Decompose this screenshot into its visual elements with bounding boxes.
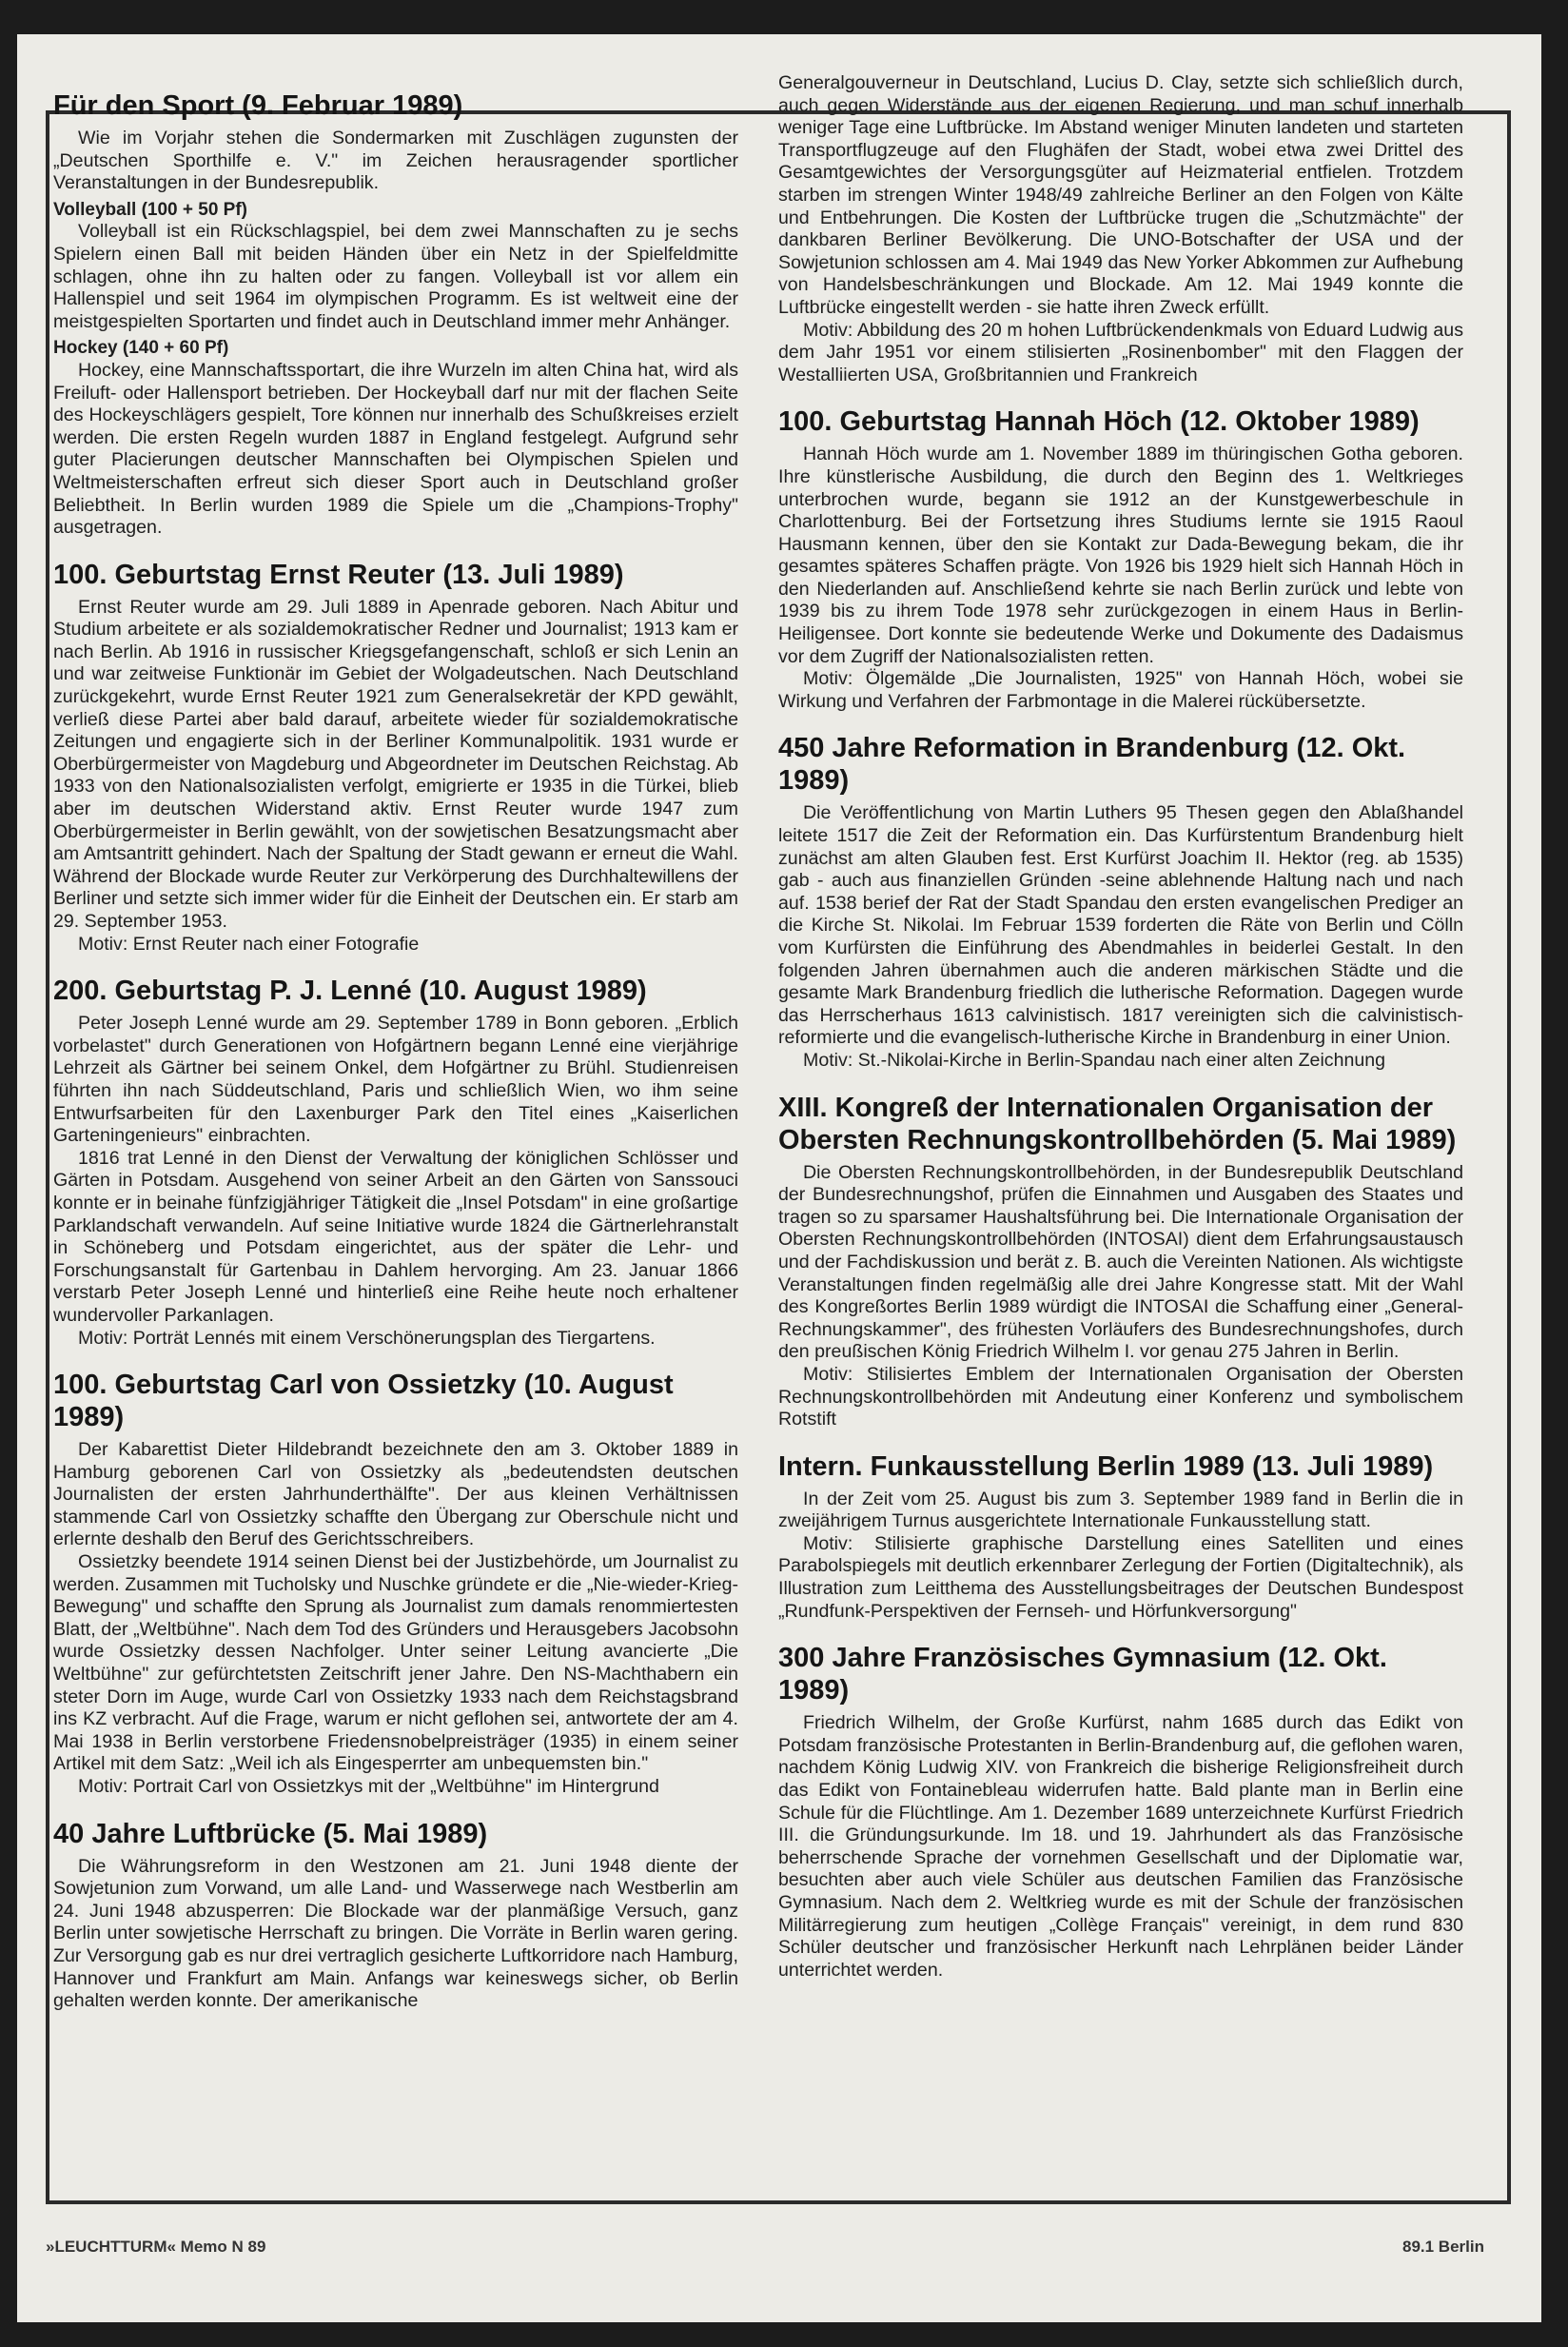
section-text: Volleyball ist ein Rückschlagspiel, bei dem zwei Mannschaften zu je sechs Spielern einen Ball mit beiden Händen über ein Netz in der Spielfeldmitte schlagen, ohne ihn zu halten oder zu fangen. Volleyball ist vor allem ein Hallenspiel und seit 1964 im olympischen Programm. Es ist weltweit eine der meistgespielten Sportarten und findet auch in Deutschland immer mehr Anhänger. [53, 221, 738, 332]
section-text: Generalgouverneur in Deutschland, Lucius D. Clay, setzte sich schließlich durch, auch gegen Widerstände aus der eigenen Regierung, und man schuf innerhalb weniger Tage eine Luftbrücke. Im Abstand weniger Minuten landeten und starteten Transportflugzeuge auf den Flughäfen der Stadt, wobei etwa zwei Drittel des Gesamtgewichtes der Versorgungsgüter auf Heizmaterial entfielen. Trotzdem starben im strengen Winter 1948/49 zahlreiche Berliner an den Folgen von Kälte und Entbehrungen. Die Kosten der Luftbrücke trugen die „Schutzmächte" der dankbaren Berliner Bevölkerung. Die UNO-Botschafter der USA und der Sowjetunion schlossen am 4. Mai 1949 das New Yorker Abkommen zur Aufhebung von Handelsbeschränkungen und Blockade. Am 12. Mai 1949 konnte die Luftbrücke eingestellt werden - sie hatte ihren Zweck erfüllt. [778, 72, 1463, 318]
section-text: Die Währungsreform in den Westzonen am 21. Juni 1948 diente der Sowjetunion zum Vorwand, um alle Land- und Wasserwege nach Westberlin am 24. Juni 1948 abzusperren: Die Blockade war der planmäßige Versuch, ganz Berlin unter sowjetische Herrschaft zu bringen. Die Vorräte in Berlin waren gering. Zur Versorgung gab es nur drei vertraglich gesicherte Luftkorridore nach Hamburg, Hannover und Frankfurt am Main. Anfangs war keineswegs sicher, ob Berlin gehalten werden konnte. Der amerikanische [53, 1855, 738, 2012]
section-funkausstellung [778, 1450, 1463, 1624]
right-column [778, 72, 1463, 2001]
section-motiv: Motiv: St.-Nikolai-Kirche in Berlin-Spandau nach einer alten Zeichnung [803, 1049, 1386, 1071]
section-motiv: Motiv: Stilisiertes Emblem der Internationalen Organisation der Obersten Rechnungskontrollbehörden mit Andeutung einer Konferenz und symbolischem Rotstift [778, 1363, 1463, 1430]
section-reformation [778, 732, 1463, 1072]
section-intro: Wie im Vorjahr stehen die Sondermarken mit Zuschlägen zugunsten der „Deutschen Sporthilfe e. V." im Zeichen herausragender sportlicher Veranstaltungen in der Bundesrepublik. [53, 128, 738, 194]
section-title: XIII. Kongreß der Internationalen Organisation der Obersten Rechnungskontrollbehörden (5. Mai 1989) [778, 1092, 1457, 1155]
section-text: In der Zeit vom 25. August bis zum 3. September 1989 fand in Berlin die in zweijährigem Turnus ausgerichtete Internationale Funkausstellung statt. [778, 1488, 1463, 1532]
section-text: Hockey, eine Mannschaftssportart, die ihre Wurzeln im alten China hat, wird als Freiluft- oder Hallensport betrieben. Der Hockeyball darf nur mit der flachen Seite des Hockeyschlägers gespielt, Tore können nur innerhalb des Schußkreises erzielt werden. Die ersten Regeln wurden 1887 in England festgelegt. Aufgrund sehr guter Placierungen deutscher Mannschaften bei Olympischen Spielen und Weltmeisterschaften erfreut sich dieser Sport auch in Deutschland großer Beliebtheit. In Berlin wurden 1989 die Spiele um die „Champions-Trophy" ausgetragen. [53, 359, 738, 539]
section-motiv: Motiv: Porträt Lennés mit einem Verschönerungsplan des Tiergartens. [78, 1327, 656, 1349]
section-ernst-reuter [53, 559, 738, 957]
section-lenne [53, 975, 738, 1350]
section-text: 1816 trat Lenné in den Dienst der Verwaltung der königlichen Schlösser und Gärten in Potsdam. Ausgehend von seiner Arbeit an den Gärten von Sanssouci konnte er in beinahe fünfzigjähriger Tätigkeit die „Insel Potsdam" in eine großartige Parklandschaft verwandeln. Auf seine Initiative wurde 1824 die Gärtnerlehranstalt in Schöneberg und Potsdam eingerichtet, aus der später die Lehr- und Forschungsanstalt für Gartenbau in Dahlem hervorging. Am 23. Januar 1866 verstarb Peter Joseph Lenné und hinterließ eine Reihe heute noch erhaltener wundervoller Parkanlagen. [53, 1147, 738, 1326]
section-text: Die Veröffentlichung von Martin Luthers 95 Thesen gegen den Ablaßhandel leitete 1517 die Zeit der Reformation ein. Das Kurfürstentum Brandenburg hielt zunächst am alten Glauben fest. Erst Kurfürst Joachim II. Hektor (reg. ab 1535) gab - auch aus finanziellen Gründen -seine ablehnende Haltung nach und nach auf. 1538 berief der Rat der Stadt Spandau den ersten evangelischen Prediger an die Kirche St. Nikolai. Im Februar 1539 forderten die Räte von Berlin und Cölln vom Kurfürsten die Einführung des Abendmahles in beiderlei Gestalt. In den folgenden Jahren übernahmen auch die anderen märkischen Städte und die gesamte Mark Brandenburg friedlich die lutherische Reformation. Dagegen wurde das Herrscherhaus 1613 calvinistisch. 1817 vereinigten sich die calvinistisch-reformierte und die evangelisch-lutherische Kirche in Brandenburg in einer Union. [778, 802, 1463, 1049]
section-text: Friedrich Wilhelm, der Große Kurfürst, nahm 1685 durch das Edikt von Potsdam französische Protestanten in Berlin-Brandenburg auf, die geflohen waren, nachdem König Ludwig XIV. von Frankreich die bisherige Religionsfreiheit durch das Edikt von Fontainebleau widerrufen hatte. Bald plante man in Berlin eine Schule für die Flüchtlinge. Am 1. Dezember 1689 unterzeichnete Kurfürst Friedrich III. die Gründungsurkunde. Im 18. und 19. Jahrhundert als das Französische beherrschende Sprache der vornehmen Gesellschaft und der Diplomatie war, besuchten aber auch viele Schüler aus deutschen Familien das Französische Gymnasium. Nach dem 2. Weltkrieg wurde es mit der Schule der französischen Militärregierung zum heutigen „Collège Français" vereinigt, in dem rund 830 Schüler deutscher und französischer Herkunft nach Lehrplänen beider Länder unterrichtet werden. [778, 1712, 1463, 1981]
section-motiv: Motiv: Abbildung des 20 m hohen Luftbrückendenkmals von Eduard Ludwig aus dem Jahr 1951 vor einem stilisierten „Rosinenbomber" mit den Flaggen der Westalliierten USA, Großbritannien und Frankreich [778, 319, 1463, 385]
left-column [53, 89, 738, 2032]
section-intosai [778, 1092, 1463, 1431]
section-franzoesisches-gymnasium [778, 1642, 1463, 1982]
section-luftbruecke-cont [778, 72, 1463, 386]
section-ossietzky [53, 1369, 738, 1799]
section-motiv: Motiv: Portrait Carl von Ossietzkys mit der „Weltbühne" im Hintergrund [78, 1776, 659, 1797]
footer-page-id: 89.1 Berlin [1402, 2238, 1484, 2256]
subheading-volleyball: Volleyball (100 + 50 Pf) [53, 199, 247, 220]
section-title: 40 Jahre Luftbrücke (5. Mai 1989) [53, 1818, 488, 1849]
section-text: Peter Joseph Lenné wurde am 29. September 1789 in Bonn geboren. „Erblich vorbelastet" durch Generationen von Hofgärtnern begann Lenné eine vierjährige Lehrzeit als Gärtner bei seinem Onkel, dem Hofgärtner zu Brühl. Studienreisen führten ihn nach Süddeutschland, Paris und schließlich Wien, wo ihm seine Entwurfsarbeiten für den Laxenburger Park den Titel eines „Kaiserlichen Garteningenieurs" einbrachten. [53, 1013, 738, 1147]
section-motiv: Motiv: Ölgemälde „Die Journalisten, 1925" von Hannah Höch, wobei sie Wirkung und Verfahren der Farbmontage in die Malerei rückübersetzte. [778, 668, 1463, 712]
section-title: 300 Jahre Französisches Gymnasium (12. Okt. 1989) [778, 1643, 1387, 1706]
section-text: Ossietzky beendete 1914 seinen Dienst bei der Justizbehörde, um Journalist zu werden. Zusammen mit Tucholsky und Nuschke gründete er die „Nie-wieder-Krieg-Bewegung" und schaffte den Sprung als Journalist zum damals renommiertesten Blatt, der „Weltbühne". Nach dem Tod des Gründers und Herausgebers Jacobsohn wurde Ossietzky dessen Nachfolger. Unter seiner Leitung avancierte „Die Weltbühne" zur gefürchtetsten Zeitschrift jener Jahre. Den NS-Machthabern ein steter Dorn im Auge, wurde Carl von Ossietzky 1933 nach dem Reichstagsbrand ins KZ verbracht. Auf die Frage, warum er nicht geflohen sei, antwortete der am 4. Mai 1938 in Berlin verstorbene Friedensnobelpreisträger (1935) in einem seiner Artikel mit dem Satz: „Weil ich als Eingesperrter am unbequemsten bin." [53, 1551, 738, 1775]
page-sheet [17, 34, 1541, 2322]
section-text: Hannah Höch wurde am 1. November 1889 im thüringischen Gotha geboren. Ihre künstlerische Ausbildung, die durch den Beginn des 1. Weltkrieges unterbrochen wurde, begann sie 1912 an der Kunstgewerbeschule in Charlottenburg. Bei der Fortsetzung ihres Studiums lernte sie 1915 Raoul Hausmann kennen, über den sie Kontakt zur Dada-Bewegung bekam, die ihr gesamtes späteres Schaffen prägte. Von 1926 bis 1929 hielt sich Hannah Höch in den Niederlanden auf. Anschließend kehrte sie nach Berlin zurück und lebte von 1939 bis zu ihrem Tode 1978 sehr zurückgezogen in einem Haus in Berlin-Heiligensee. Dort konnte sie bedeutende Werke und Dokumente des Dadaismus vor dem Zugriff der Nationalsozialisten retten. [778, 444, 1463, 667]
section-title: Intern. Funkausstellung Berlin 1989 (13. Juli 1989) [778, 1450, 1434, 1482]
section-title: 200. Geburtstag P. J. Lenné (10. August 1989) [53, 976, 647, 1007]
section-motiv: Motiv: Stilisierte graphische Darstellung eines Satelliten und eines Parabolspiegels mit deutlich erkennbarer Zerlegung der Fortien (Digitaltechnik), als Illustration zum Leitthema des Ausstellungsbeitrages der Deutschen Bundespost „Rundfunk-Perspektiven der Fernseh- und Hörfunkversorgung" [778, 1532, 1463, 1622]
section-sport [53, 89, 738, 540]
section-title: Für den Sport (9. Februar 1989) [53, 90, 463, 121]
section-motiv: Motiv: Ernst Reuter nach einer Fotografie [78, 933, 420, 955]
section-text: Ernst Reuter wurde am 29. Juli 1889 in Apenrade geboren. Nach Abitur und Studium arbeitete er als sozialdemokratischer Redner und Journalist; 1913 kam er nach Berlin. Ab 1916 in russischer Kriegsgefangenschaft, schloß er sich Lenin an und war zeitweise Funktionär im Gebiet der Wolgadeutschen. Nach Deutschland zurückgekehrt, wurde Ernst Reuter 1921 zum Generalsekretär der KPD gewählt, verließ diese Partei aber bald darauf, arbeitete wieder für sozialdemokratische Zeitungen und engagierte sich in der Berliner Kommunalpolitik. 1931 wurde er Oberbürgermeister von Magdeburg und Abgeordneter im Deutschen Reichstag. Ab 1933 von den Nationalsozialisten verfolgt, emigrierte er 1935 in die Türkei, blieb aber im deutschen Widerstand aktiv. Ernst Reuter wurde 1947 zum Oberbürgermeister in Berlin gewählt, von der sowjetischen Besatzungsmacht aber am Amtsantritt gehindert. Nach der Spaltung der Stadt gewann er erneut die Wahl. Während der Blockade wurde Reuter zur Verkörperung des Durchhaltewillens der Berliner und setzte sich immer wider für die Einheit der Deutschen ein. Er starb am 29. September 1953. [53, 596, 738, 932]
section-text: Die Obersten Rechnungskontrollbehörden, in der Bundesrepublik Deutschland der Bundesrechnungshof, prüfen die Einnahmen und Ausgaben des Staates und tragen so zu sparsamer Haushaltsführung bei. Die Internationale Organisation der Obersten Rechnungskontrollbehörden (INTOSAI) dient dem Erfahrungsaustausch und der Fachdiskussion und berät z. B. auch die Vereinten Nationen. Als wichtigste Veranstaltungen finden regelmäßig alle drei Jahre Kongresse statt. Mit der Wahl des Kongreßortes Berlin 1989 würdigt die INTOSAI die Schaffung einer „General-Rechnungskammer", des frühesten Vorläufers des Bundesrechnungshofes, durch den preußischen König Friedrich Wilhelm I. vor genau 275 Jahren in Berlin. [778, 1161, 1463, 1363]
section-text: Der Kabarettist Dieter Hildebrandt bezeichnete den am 3. Oktober 1889 in Hamburg geborenen Carl von Ossietzky als „bedeutendsten deutschen Journalisten der ersten Jahrhunderthälfte". Der aus kleinen Verhältnissen stammende Carl von Ossietzky schaffte den Übergang zur Oberschule nicht und erlernte deshalb den Beruf des Gerichtsschreibers. [53, 1439, 738, 1550]
section-hannah-hoech [778, 405, 1463, 713]
section-title: 100. Geburtstag Ernst Reuter (13. Juli 1989) [53, 559, 624, 590]
section-title: 100. Geburtstag Hannah Höch (12. Oktober 1989) [778, 406, 1420, 438]
section-title: 100. Geburtstag Carl von Ossietzky (10. August 1989) [53, 1370, 674, 1433]
section-title: 450 Jahre Reformation in Brandenburg (12. Okt. 1989) [778, 733, 1406, 797]
subheading-hockey: Hockey (140 + 60 Pf) [53, 338, 229, 359]
section-luftbruecke [53, 1818, 738, 2013]
footer-brand: »LEUCHTTURM« Memo N 89 [46, 2238, 266, 2256]
